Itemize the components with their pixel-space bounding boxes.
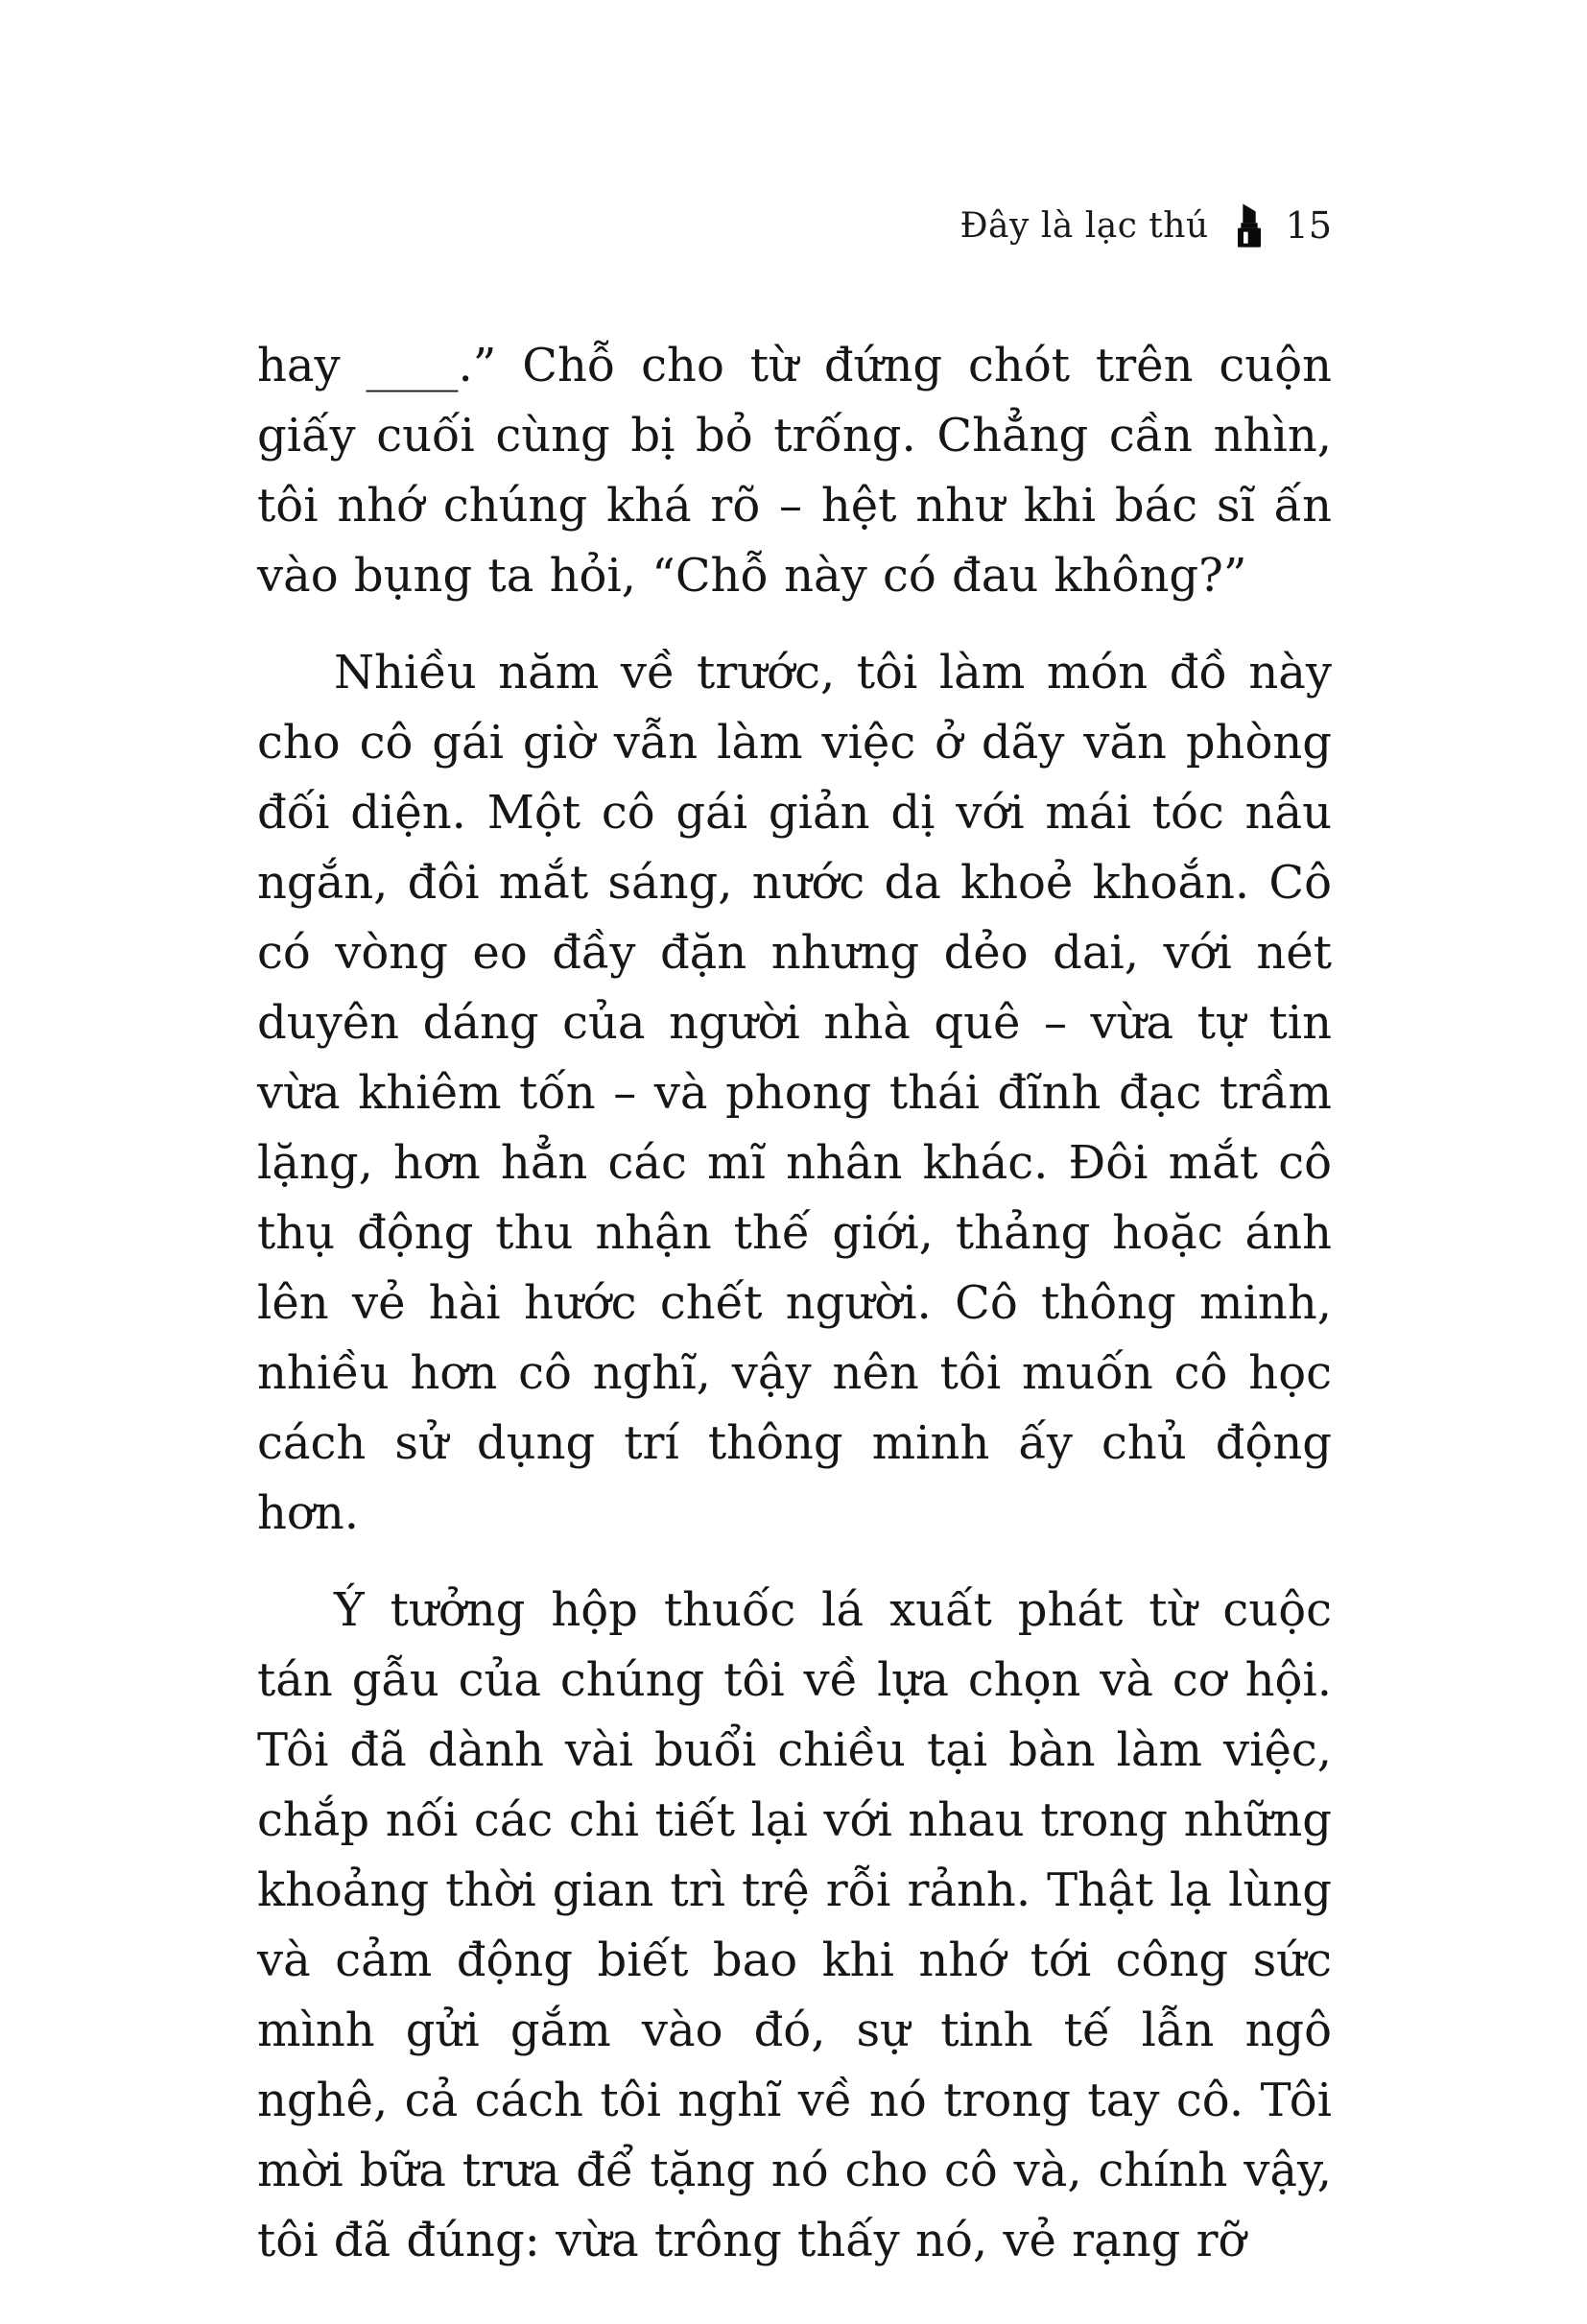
page-number: 15	[1285, 204, 1332, 247]
page-header	[257, 197, 1332, 254]
lipstick-icon	[1234, 202, 1265, 249]
paragraph: hay ____.” Chỗ cho từ đứng chót trên cuộn giấy cuối cùng bị bỏ trống. Chẳng cần nhìn, tôi nhớ chúng khá rõ – hệt như khi bác sĩ ấn vào bụng ta hỏi, “Chỗ này có đau không?”	[257, 339, 1332, 603]
text-column	[257, 197, 1332, 2276]
paragraph: Ý tưởng hộp thuốc lá xuất phát từ cuộc tán gẫu của chúng tôi về lựa chọn và cơ hội. Tôi đã dành vài buổi chiều tại bàn làm việc, chắp nối các chi tiết lại với nhau trong những khoảng thời gian trì trệ rỗi rảnh. Thật lạ lùng và cảm động biết bao khi nhớ tới công sức mình gửi gắm vào đó, sự tinh tế lẫn ngô nghê, cả cách tôi nghĩ về nó trong tay cô. Tôi mời bữa trưa để tặng nó cho cô và, chính vậy, tôi đã đúng: vừa trông thấy nó, vẻ rạng rỡ	[257, 1583, 1332, 2267]
body-text	[257, 331, 1332, 2276]
running-title: Đây là lạc thú	[959, 205, 1209, 246]
paragraph: Nhiều năm về trước, tôi làm món đồ này cho cô gái giờ vẫn làm việc ở dãy văn phòng đối diện. Một cô gái giản dị với mái tóc nâu ngắn, đôi mắt sáng, nước da khoẻ khoắn. Cô có vòng eo đầy đặn nhưng dẻo dai, với nét duyên dáng của người nhà quê – vừa tự tin vừa khiêm tốn – và phong thái đĩnh đạc trầm lặng, hơn hẳn các mĩ nhân khác. Đôi mắt cô thụ động thu nhận thế giới, thảng hoặc ánh lên vẻ hài hước chết người. Cô thông minh, nhiều hơn cô nghĩ, vậy nên tôi muốn cô học cách sử dụng trí thông minh ấy chủ động hơn.	[257, 646, 1332, 1540]
